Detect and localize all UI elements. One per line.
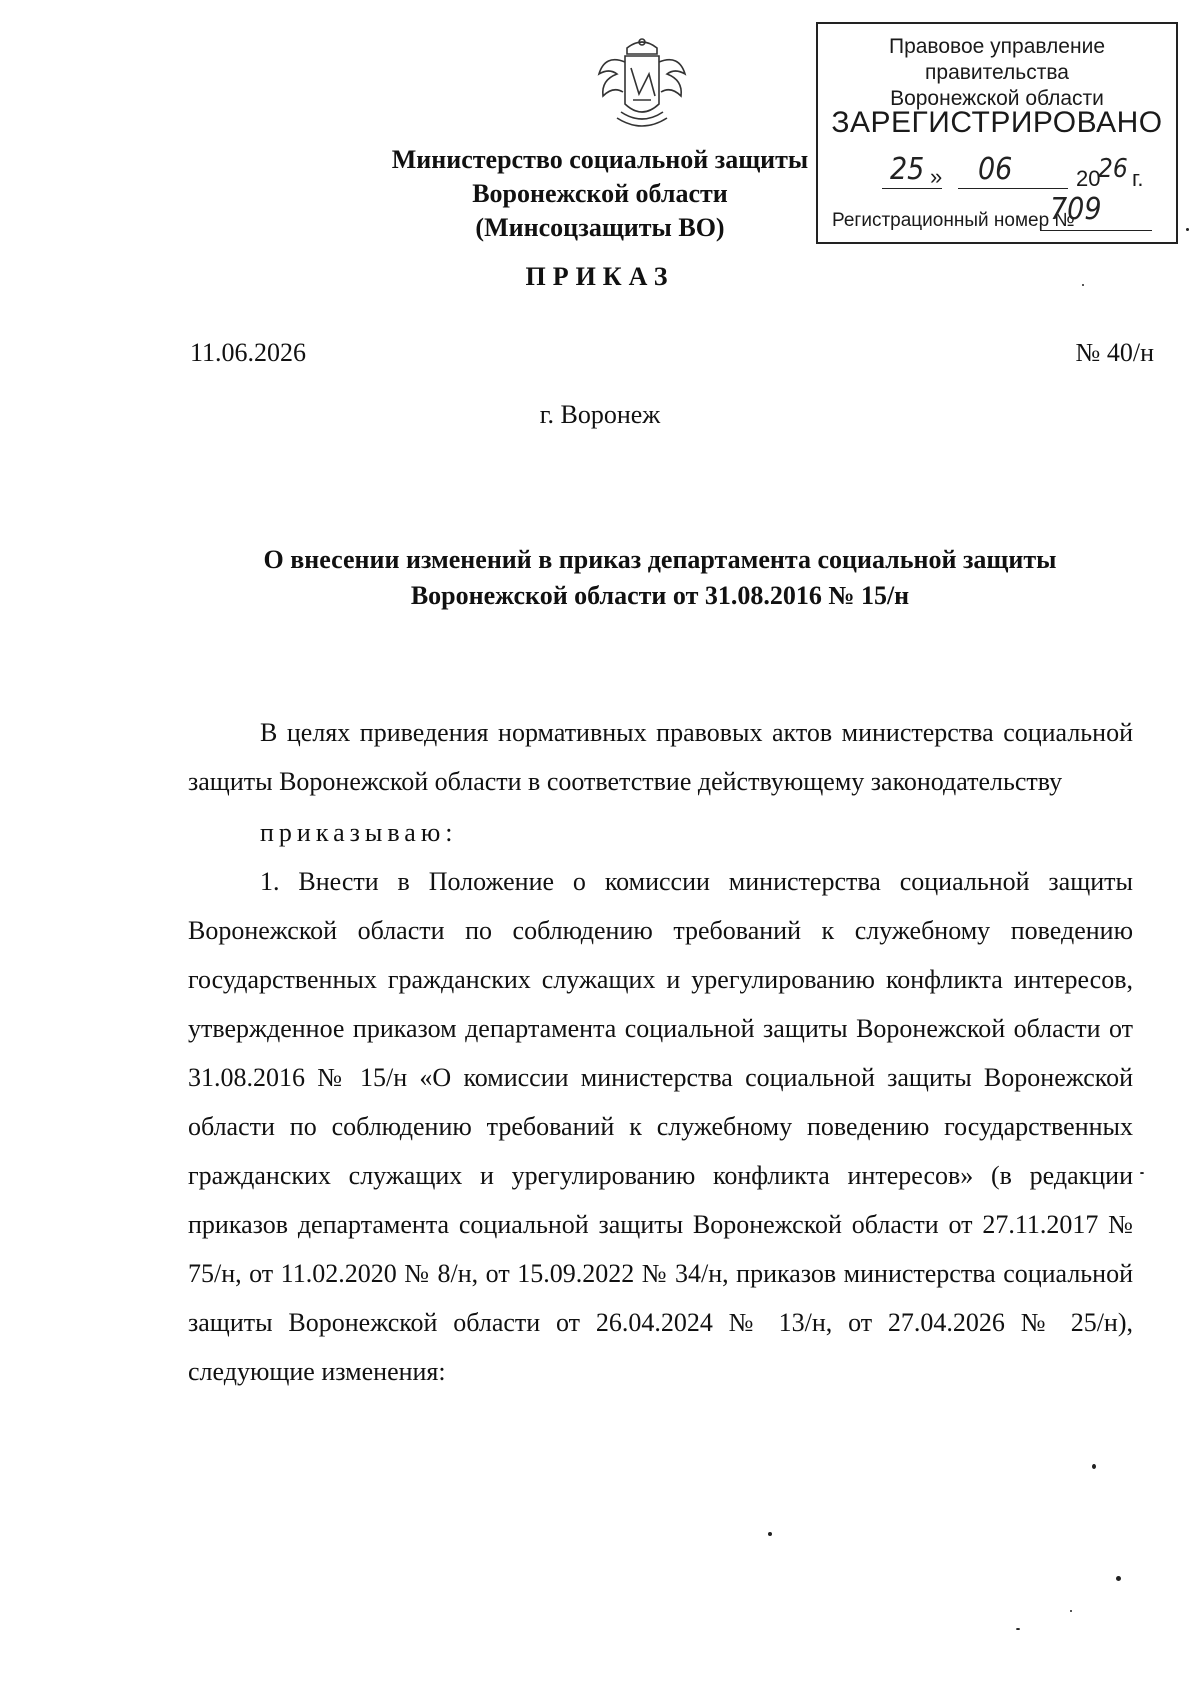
ministry-header bbox=[380, 143, 820, 245]
stamp-registered-label: ЗАРЕГИСТРИРОВАНО bbox=[831, 106, 1163, 139]
orders-line: приказываю: bbox=[260, 818, 458, 847]
stamp-month: 06 bbox=[978, 152, 1013, 187]
stamp-regno-line bbox=[1040, 230, 1152, 231]
stamp-year-end: г. bbox=[1132, 166, 1144, 191]
stamp-year-prefix: 20 bbox=[1076, 166, 1101, 191]
document-body bbox=[188, 708, 1133, 1396]
stamp-regno: 709 bbox=[1050, 192, 1102, 227]
document-city: г. Воронеж bbox=[539, 400, 661, 429]
registration-stamp bbox=[816, 22, 1178, 244]
stamp-day-quote: » bbox=[930, 164, 943, 189]
ministry-abbr: (Минсоцзащиты ВО) bbox=[475, 213, 725, 242]
ministry-region: Воронежской области bbox=[472, 179, 728, 208]
stamp-month-line bbox=[958, 188, 1068, 189]
subject-line2: Воронежской области от 31.08.2016 № 15/н bbox=[410, 581, 910, 610]
clause-1-paragraph: 1. Внести в Положение о комиссии министерства социальной защиты Воронежской области по соблюдению требований к служебному поведению государственных гражданских служащих и урегулированию конфликта интересов, утвержденное приказом департамента социальной защиты Воронежской области от 31.08.2016 № 15/н «О комиссии министерства социальной защиты Воронежской области по соблюдению требований к служебному поведению государственных гражданских служащих и урегулированию конфликта интересов» (в редакции приказов департамента социальной защиты Воронежской области от 27.11.2017 № 75/н, от 11.02.2020 № 8/н, от 15.09.2022 № 34/н, приказов министерства социальной защиты Воронежской области от 26.04.2024 № 13/н, от 27.04.2026 № 25/н), следующие изменения: bbox=[188, 867, 1133, 1386]
stamp-line2: Воронежской области bbox=[890, 87, 1104, 110]
document-number: № 40/н bbox=[1075, 338, 1154, 367]
stamp-line1: Правовое управление правительства bbox=[888, 35, 1105, 84]
stamp-year-suffix: 26 bbox=[1098, 154, 1128, 184]
preamble-paragraph: В целях приведения нормативных правовых актов министерства социальной защиты Воронежской области в соответствие действующему законодательству bbox=[188, 718, 1133, 796]
stamp-day: 25 bbox=[890, 152, 925, 187]
stamp-authority bbox=[818, 34, 1176, 112]
document-date: 11.06.2026 bbox=[190, 338, 307, 367]
subject-line1: О внесении изменений в приказ департамента социальной защиты bbox=[263, 545, 1057, 574]
document-type: ПРИКАЗ bbox=[525, 262, 675, 291]
document-subject bbox=[190, 542, 1130, 614]
stamp-regno-label: Регистрационный номер № bbox=[832, 210, 1075, 231]
stamp-day-line bbox=[882, 188, 942, 189]
coat-of-arms-emblem bbox=[587, 34, 697, 134]
ministry-name: Министерство социальной защиты bbox=[391, 145, 809, 174]
